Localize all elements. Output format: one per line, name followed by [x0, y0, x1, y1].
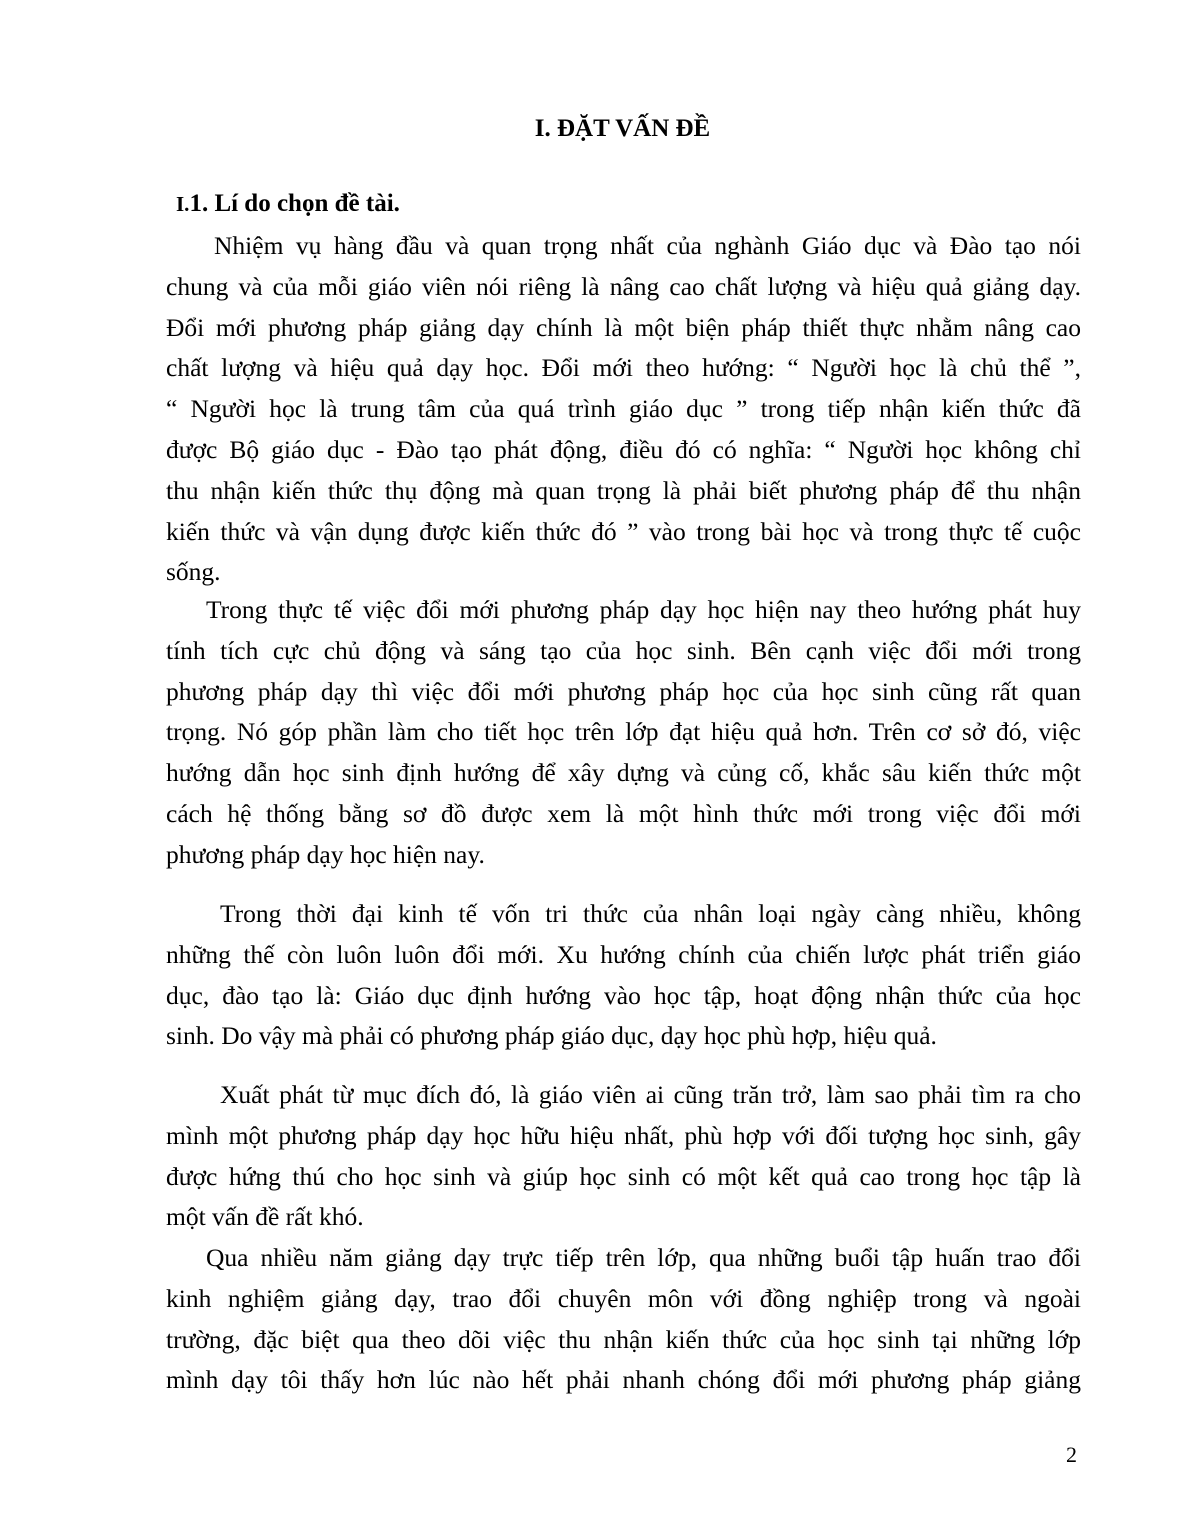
paragraph-line: phương pháp dạy thì việc đổi mới phương pháp học của học sinh cũng rất quan [166, 676, 1081, 706]
paragraph-line: Qua nhiều năm giảng dạy trực tiếp trên lớp, qua những buổi tập huấn trao đổi [206, 1243, 1081, 1272]
paragraph-2 [166, 590, 1081, 876]
paragraph-line: sinh. Do vậy mà phải có phương pháp giáo dục, dạy học phù hợp, hiệu quả. [166, 1021, 937, 1051]
paragraph-line: một vấn đề rất khó. [166, 1202, 364, 1232]
section-title [176, 186, 400, 222]
paragraph-line: sống. [166, 557, 221, 587]
paragraph-5 [166, 1238, 1081, 1401]
paragraph-line: chung và của mỗi giáo viên nói riêng là nâng cao chất lượng và hiệu quả giảng dạy. [166, 271, 1081, 301]
paragraph-line: Trong thời đại kinh tế vốn tri thức của nhân loại ngày càng nhiều, không [220, 899, 1081, 928]
paragraph-line: trọng. Nó góp phần làm cho tiết học trên lớp đạt hiệu quả hơn. Trên cơ sở đó, việc [166, 717, 1081, 747]
paragraph-line: thu nhận kiến thức thụ động mà quan trọng là phải biết phương pháp để thu nhận [166, 475, 1081, 505]
paragraph-line: phương pháp dạy học hiện nay. [166, 839, 485, 869]
paragraph-4 [166, 1075, 1081, 1238]
page-number: 2 [1066, 1442, 1077, 1467]
document-heading: I. ĐẶT VẤN ĐỀ [534, 115, 711, 142]
paragraph-line: Xuất phát từ mục đích đó, là giáo viên ai cũng trăn trở, làm sao phải tìm ra cho [220, 1080, 1081, 1109]
paragraph-line: Nhiệm vụ hàng đầu và quan trọng nhất của nghành Giáo dục và Đào tạo nói [214, 231, 1081, 260]
paragraph-line: trường, đặc biệt qua theo dõi việc thu nhận kiến thức của học sinh tại những lớp [166, 1324, 1081, 1354]
paragraph-line: Đổi mới phương pháp giảng dạy chính là một biện pháp thiết thực nhằm nâng cao [166, 312, 1081, 342]
paragraph-1 [166, 226, 1081, 593]
paragraph-line: hướng dẫn học sinh định hướng để xây dựng và củng cố, khắc sâu kiến thức một [166, 758, 1081, 788]
paragraph-line: mình một phương pháp dạy học hữu hiệu nhất, phù hợp với đối tượng học sinh, gây [166, 1120, 1081, 1150]
paragraph-line: “ Người học là trung tâm của quá trình giáo dục ” trong tiếp nhận kiến thức đã [166, 394, 1081, 424]
paragraph-3 [166, 894, 1081, 1057]
section-number: I. [176, 192, 190, 216]
paragraph-line: tính tích cực chủ động và sáng tạo của học sinh. Bên cạnh việc đổi mới trong [166, 635, 1081, 665]
paragraph-line: mình dạy tôi thấy hơn lúc nào hết phải nhanh chóng đổi mới phương pháp giảng [166, 1365, 1081, 1395]
paragraph-line: được Bộ giáo dục - Đào tạo phát động, điều đó có nghĩa: “ Người học không chỉ [166, 434, 1081, 464]
paragraph-line: cách hệ thống bằng sơ đồ được xem là một hình thức mới trong việc đổi mới [166, 798, 1081, 828]
paragraph-line: kiến thức và vận dụng được kiến thức đó ” vào trong bài học và trong thực tế cuộc [166, 516, 1081, 546]
paragraph-line: chất lượng và hiệu quả dạy học. Đổi mới theo hướng: “ Người học là chủ thể ”, [166, 353, 1081, 383]
paragraph-line: dục, đào tạo là: Giáo dục định hướng vào học tập, hoạt động nhận thức của học [166, 980, 1081, 1010]
paragraph-line: kinh nghiệm giảng dạy, trao đổi chuyên môn với đồng nghiệp trong và ngoài [166, 1283, 1081, 1313]
paragraph-line: được hứng thú cho học sinh và giúp học sinh có một kết quả cao trong học tập là [166, 1161, 1081, 1191]
paragraph-line: những thế còn luôn luôn đổi mới. Xu hướng chính của chiến lược phát triển giáo [166, 939, 1081, 969]
section-title-text: 1. Lí do chọn đề tài. [189, 190, 400, 217]
paragraph-line: Trong thực tế việc đổi mới phương pháp dạy học hiện nay theo hướng phát huy [206, 595, 1081, 624]
